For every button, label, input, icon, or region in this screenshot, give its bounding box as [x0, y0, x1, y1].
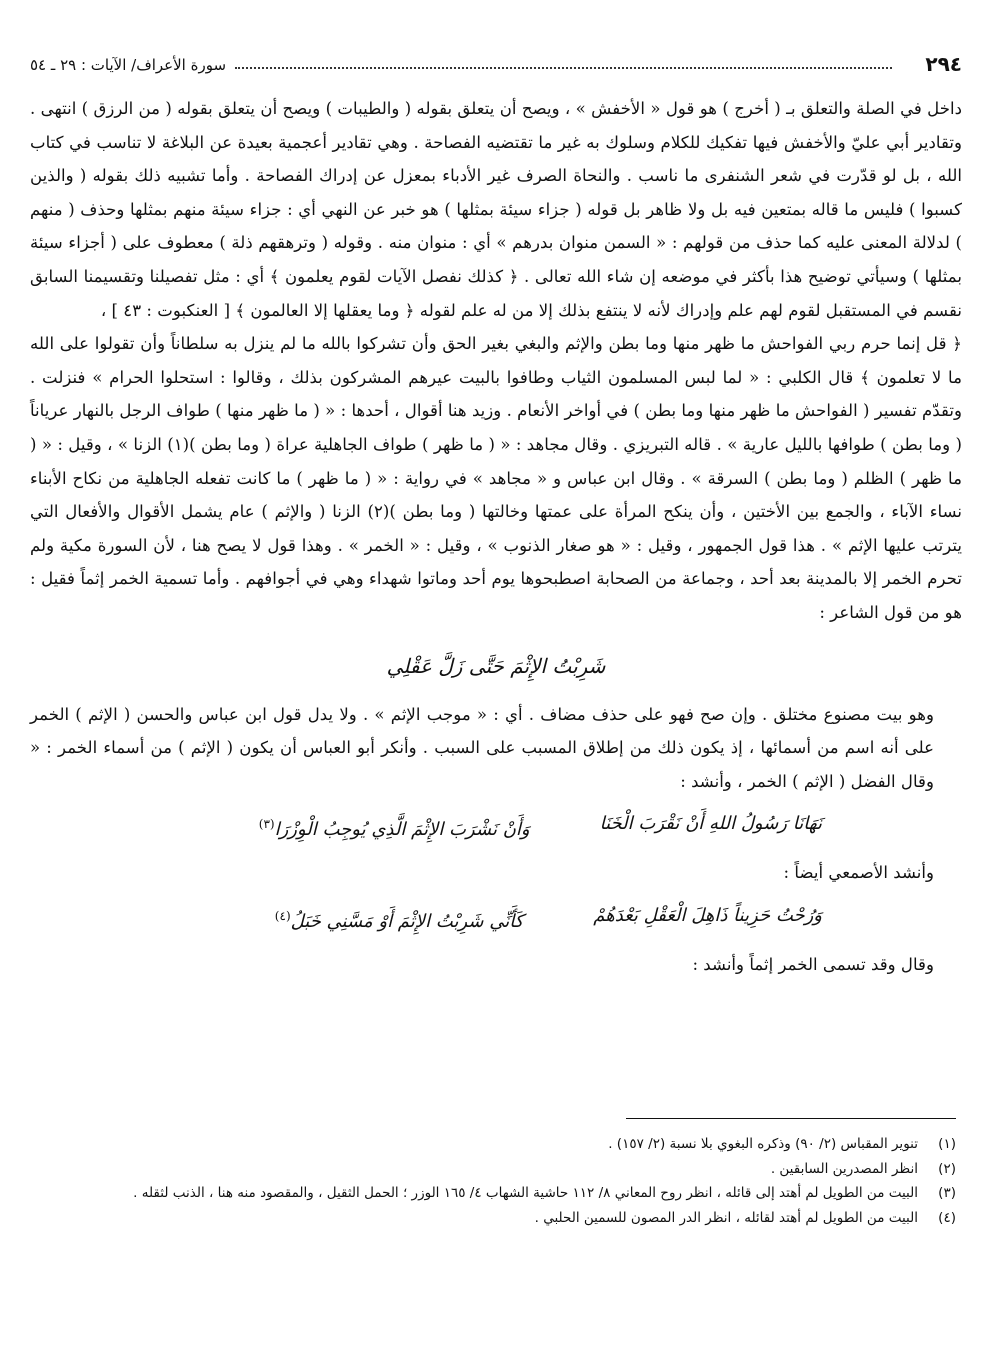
- footnote-marker: (٤): [274, 908, 291, 923]
- footnote-number: (١): [938, 1136, 956, 1152]
- footnote-number: (٤): [938, 1209, 956, 1226]
- page-number: ٢٩٤: [925, 52, 962, 76]
- page: [30, 52, 962, 981]
- running-title: سورة الأعراف/ الآيات : ٢٩ ـ ٥٤: [30, 56, 227, 74]
- footnote-text: البيت من الطويل لم أهتد إلى قائله ، انظر روح المعاني ٨/ ١١٢ حاشية الشهاب ٤/ ١٦٥ الوزر ؛ الحمل الثقيل ، والمقصود منه هنا ، الذنب لثقله .: [133, 1185, 918, 1201]
- couplet-second-half: [275, 894, 523, 944]
- footnote: [30, 1181, 956, 1206]
- footnote: [30, 1157, 956, 1182]
- footnote-text: البيت من الطويل لم أهتد لقائله ، انظر الدر المصون للسمين الحلبي .: [534, 1209, 918, 1226]
- page-header: [30, 52, 962, 86]
- poetry-couplet: [30, 894, 962, 944]
- paragraph: داخل في الصلة والتعلق بـ ( أخرج ) هو قول « الأخفش » ، ويصح أن يتعلق بقوله ( والطيبات ) ويصح أن يتعلق بقوله ( من الرزق ) انتهى . وتقادير أبي عليّ والأخفش فيها تفكيك للكلام وسلوك به غير ما تقتضيه الفصاحة . وهي تقادير أعجمية بعيدة عن البلاغة لا تناسب في كتاب الله ، بل لو قدّرت في شعر الشنفرى ما ناسب . والنحاة الصرف غير الأدباء بمعزل عن إدراك الفصاحة . وأما تشبيه ذلك بقوله ( والذين كسبوا ) فليس ما قاله بمتعين فيه بل ولا ظاهر بل قوله ( جزاء سيئة بمثلها ) هو خبر عن النهي أي : جزاء سيئة منهم بمثلها وحذف ( منهم ) لدلالة المعنى عليه كما حذف من قولهم : « السمن منوان بدرهم » أي : منوان منه . وقوله ( وترهقهم ذلة ) معطوف على ( أجزاء سيئة بمثلها ) وسيأتي توضيح هذا بأكثر في موضعه إن شاء الله تعالى . ﴿ كذلك نفصل الآيات لقوم يعلمون ﴾ أي : مثل تفصيلنا وتقسيمنا السابق نقسم في المستقبل لقوم لهم علم وإدراك لأنه لا ينتفع بذلك إلا من له علم لقوله ﴿ وما يعقلها إلا العالمون ﴾ [ العنكبوت : ٤٣ ] ،: [30, 99, 962, 320]
- footnote-text: انظر المصدرين السابقين .: [770, 1160, 918, 1177]
- footnote-number: (٢): [938, 1160, 956, 1177]
- couplet-text: وَأَنْ نَشْرَبَ الإِثْمَ الَّذِي يُوجِبُ الْوِزْرَا: [274, 819, 530, 841]
- paragraph: وهو بيت مصنوع مختلق . وإن صح فهو على حذف مضاف . أي : « موجب الإثم » . ولا يدل قول ابن عباس والحسن ( الإثم ) الخمر على أنه اسم من أسمائها ، إذ يكون ذلك من إطلاق المسبب على السبب . وأنكر أبو العباس أن يكون ( الإثم ) من أسماء الخمر : « وقال الفضل ( الإثم ) الخمر ، وأنشد :: [30, 704, 934, 791]
- paragraph: ﴿ قل إنما حرم ربي الفواحش ما ظهر منها وما بطن والإثم والبغي بغير الحق وأن تشركوا بالله ما لم ينزل به سلطاناً وأن تقولوا على الله ما لا تعلمون ﴾ قال الكلبي : « لما لبس المسلمون الثياب وطافوا بالبيت عيرهم المشركون بذلك ، وقالوا : استحلوا الحرام » فنزلت . وتقدّم تفسير ( الفواحش ما ظهر منها وما بطن ) في أواخر الأنعام . وزيد هنا أقوال ، أحدها : « ( ما ظهر منها ) طواف الرجل بالنهار عرياناً ( وما بطن ) طوافها بالليل عارية » . قاله التبريزي . وقال مجاهد : « ( ما ظهر ) طواف الجاهلية عراة ( وما بطن )(١) الزنا » ، وقيل : « ( ما ظهر ) الظلم ( وما بطن ) السرقة » . وقال ابن عباس و « مجاهد » في رواية : « ( ما ظهر ) ما كانت تفعله الجاهلية من نكاح الأبناء نساء الآباء ، والجمع بين الأختين ، وأن ينكح المرأة على عمتها وخالتها ( وما بطن )(٢) الزنا ( والإثم ) عام يشمل الأقوال والأفعال التي يترتب عليها الإثم » . هذا قول الجمهور ، وقيل : « هو صغار الذنوب » ، وقيل : « الخمر » . وهذا قول لا يصح هنا ، لأن السورة مكية ولم تحرم الخمر إلا بالمدينة بعد أحد ، وجماعة من الصحابة اصطبحوها يوم أحد وماتوا شهداء وهي في أجوافهم . وأما تسمية الخمر إثماً فقيل : هو من قول الشاعر :: [30, 334, 962, 622]
- couplet-first-half: نَهَانَا رَسُولُ اللهِ أَنْ نَقْرَبَ الْخَنَا: [599, 813, 822, 835]
- poetry-couplet: [30, 802, 962, 852]
- poetry-intro: وقال وقد تسمى الخمر إثماً وأنشد :: [692, 954, 934, 974]
- footnote-number: (٣): [938, 1185, 956, 1201]
- main-text: [30, 92, 962, 981]
- couplet-text: كَأَنِّي شَرِبْتُ الإِثْمَ أَوْ مَسَّنِي خَبَلُ: [290, 910, 524, 932]
- couplet-first-half: وَرُحْتُ حَزِيناً ذَاهِلَ الْعَقْلِ بَعْدَهُمْ: [593, 904, 822, 926]
- footnote-marker: (٣): [258, 817, 275, 832]
- header-dotted-leader: [235, 67, 892, 69]
- footnotes: [30, 1132, 956, 1230]
- poetry-intro: وأنشد الأصمعي أيضاً :: [783, 863, 934, 883]
- footnote: [30, 1132, 956, 1157]
- footnote-text: تنوير المقباس (٢/ ٩٠) وذكره البغوي بلا نسبة (٢/ ١٥٧) .: [608, 1136, 918, 1152]
- footnote-separator: [626, 1118, 956, 1119]
- couplet-second-half: [259, 802, 530, 852]
- verse-hemistich: شَرِبْتُ الإِثْمَ حَتَّى زَلَّ عَقْلِي: [386, 653, 606, 678]
- footnote: [30, 1206, 956, 1231]
